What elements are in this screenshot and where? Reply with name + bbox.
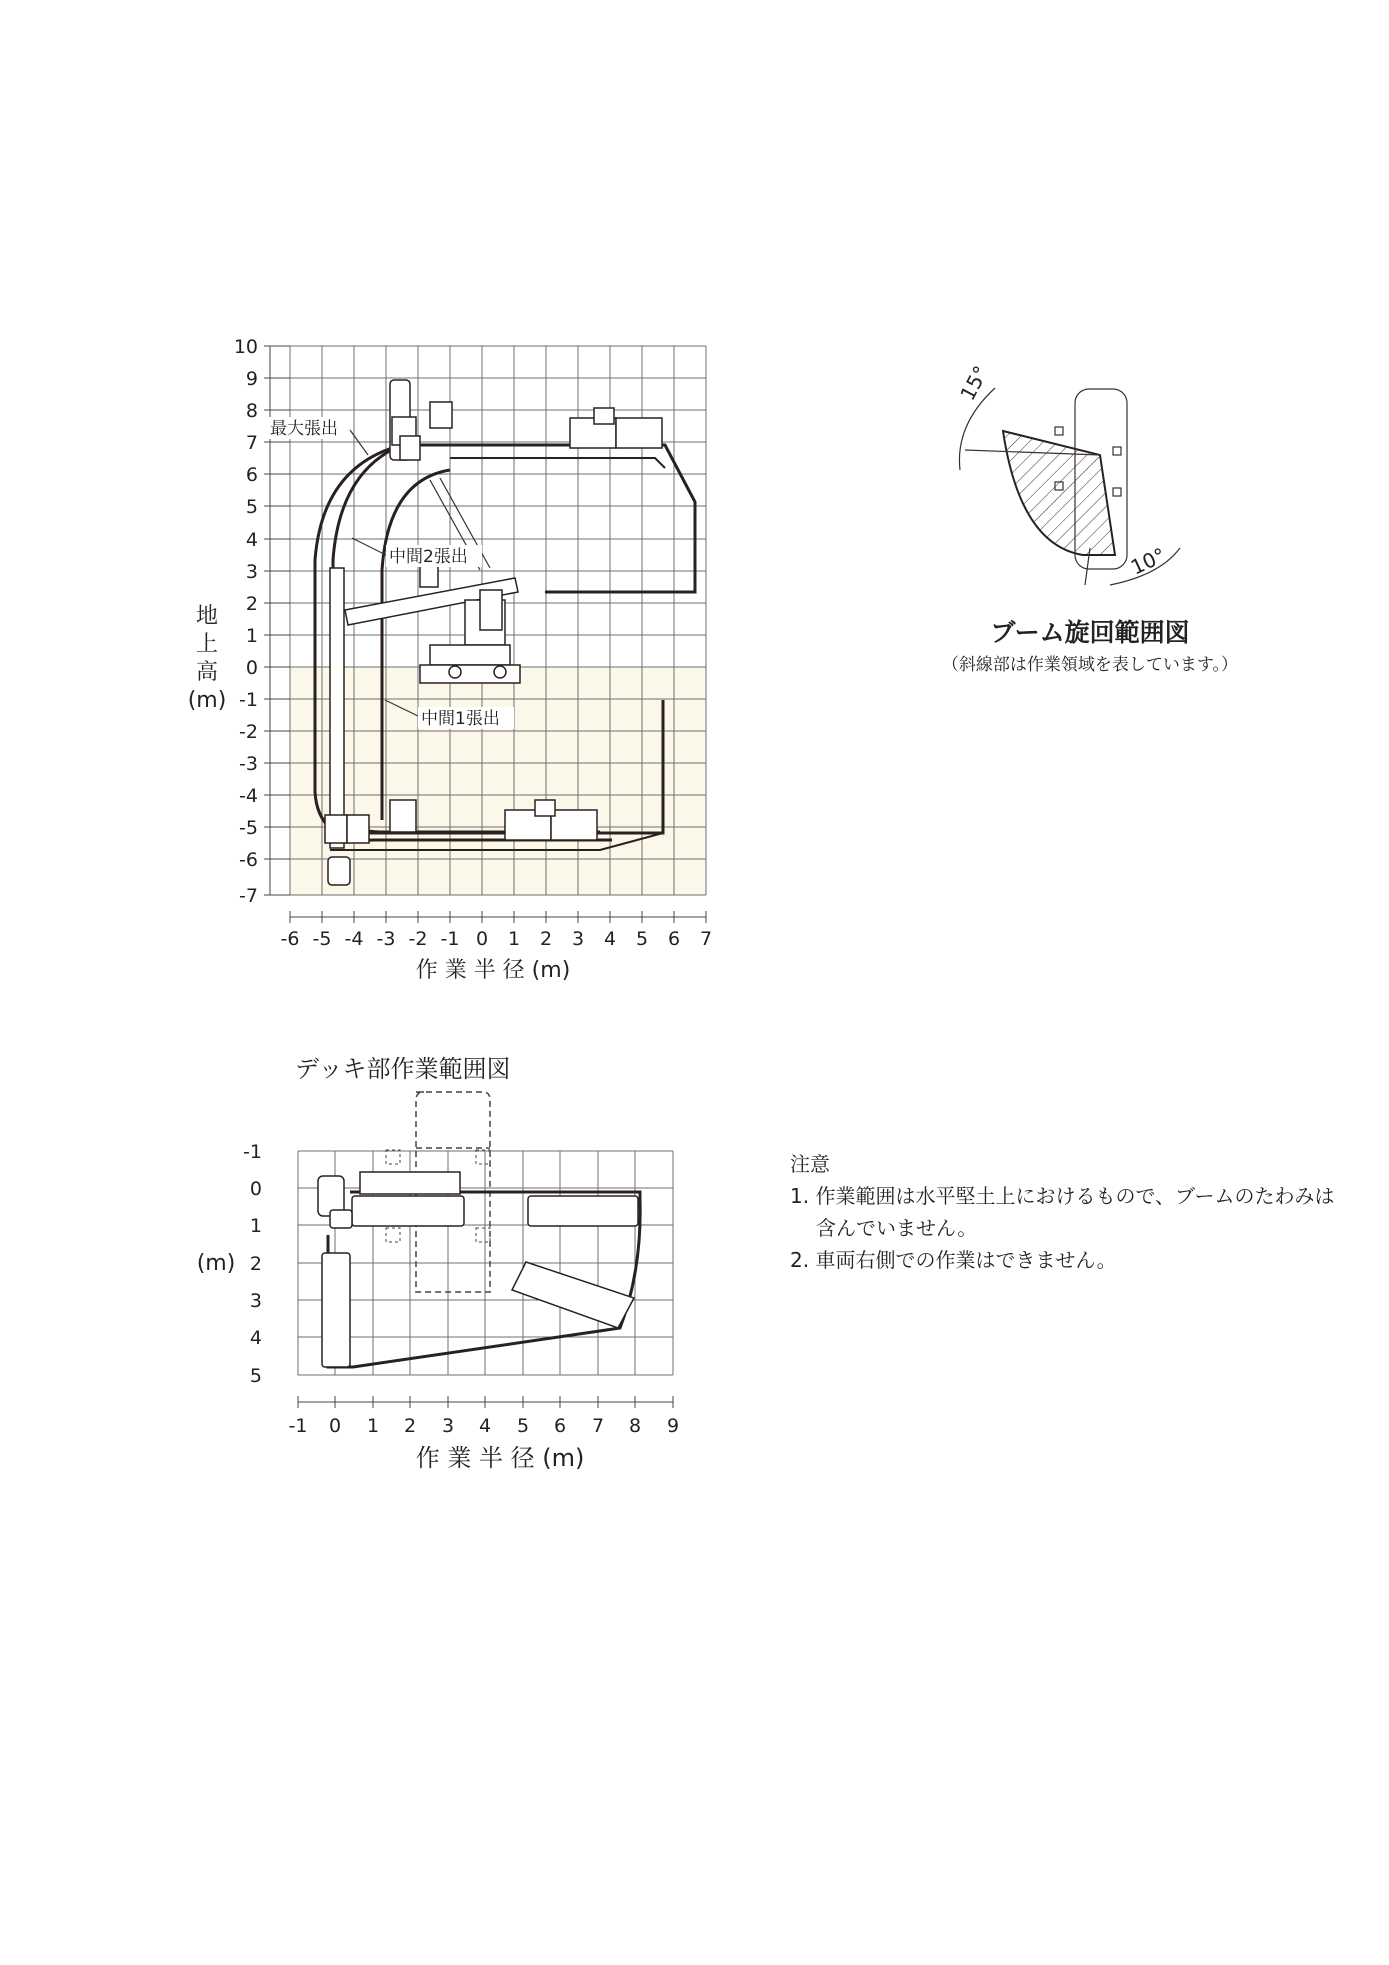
x-tick: 7 [699,928,713,950]
x-tick: 3 [571,928,585,950]
deck-platform-diagonal [512,1262,634,1328]
x-tick: -1 [440,928,460,950]
deck-x-tick: -1 [288,1415,308,1437]
note-item-2: 2. 車両右側での作業はできません。 [790,1248,1117,1272]
deck-platform-right [528,1196,638,1226]
deck-range-chart [197,1055,679,1472]
x-tick: 4 [603,928,617,950]
y-tick: 5 [245,496,258,518]
x-tick: -6 [280,928,300,950]
deck-grid [298,1151,673,1375]
notes-block [790,1148,1334,1276]
x-tick: 2 [539,928,553,950]
main-x-axis [281,911,713,983]
deck-x-tick: 2 [403,1415,417,1437]
callout-mid2-extension: 中間2張出 [389,547,468,567]
deck-y-tick: 1 [249,1215,262,1237]
deck-x-tick: 6 [553,1415,567,1437]
x-tick: 5 [635,928,649,950]
y-axis-title-char: 地 [195,604,219,629]
note-item-1: 1. 作業範囲は水平堅土上におけるもので、ブームのたわみは [790,1184,1335,1208]
x-axis-title: 作 業 半 径 (m) [415,958,571,983]
callout-max-extension: 最大張出 [270,419,338,439]
x-tick: -4 [344,928,364,950]
below-ground-area [290,667,706,895]
deck-y-unit: (m) [196,1251,236,1276]
y-tick: 7 [245,432,258,454]
deck-y-axis [197,1141,262,1387]
deck-boom-joint [330,1210,352,1228]
deck-x-tick: 8 [628,1415,642,1437]
deck-y-tick: 4 [249,1327,262,1349]
y-tick: -1 [239,689,258,711]
deck-y-tick: 2 [249,1253,262,1275]
y-tick: 6 [245,464,258,486]
top-reach-line [405,445,695,592]
note-item-1-cont: 含んでいません。 [816,1216,978,1240]
notes-heading: 注意 [790,1152,830,1176]
deck-x-tick: 5 [516,1415,530,1437]
y-tick: -5 [239,817,258,839]
swing-angle-top: 15° [955,361,994,405]
y-tick: -2 [239,721,258,743]
deck-chart-title: デッキ部作業範囲図 [295,1055,511,1083]
y-tick: 3 [245,561,258,583]
swing-hatched-area [1003,431,1115,555]
x-tick: 1 [507,928,521,950]
x-tick: 6 [667,928,681,950]
deck-x-axis-title: 作 業 半 径 (m) [415,1444,585,1472]
y-axis-title-unit: (m) [187,688,227,713]
y-axis-title-char: 高 [195,660,219,685]
y-tick: 2 [245,593,258,615]
x-tick: -3 [376,928,396,950]
x-tick: -2 [408,928,428,950]
deck-x-axis [289,1396,680,1472]
y-tick: 8 [245,400,258,422]
deck-x-tick: 1 [366,1415,380,1437]
deck-x-tick: 0 [328,1415,342,1437]
y-tick: 1 [245,625,258,647]
swing-angle-bottom: 10° [1126,542,1170,580]
deck-y-tick: 3 [249,1290,262,1312]
deck-x-tick: 7 [591,1415,605,1437]
deck-x-tick: 4 [478,1415,492,1437]
deck-platform-left [322,1253,350,1367]
callout-mid1-extension: 中間1張出 [421,709,500,729]
y-tick: -3 [239,753,258,775]
y-tick: 9 [245,368,258,390]
deck-boom-base [360,1172,460,1194]
deck-y-tick: 5 [249,1365,262,1387]
deck-x-tick: 9 [666,1415,680,1437]
deck-y-tick: -1 [243,1141,262,1163]
swing-diagram-subtitle: （斜線部は作業領域を表しています。） [941,655,1239,675]
y-tick: 10 [233,336,258,358]
deck-platform-front [352,1196,464,1226]
x-tick: -5 [312,928,332,950]
y-axis-title-char: 上 [195,632,219,657]
y-tick: -4 [239,785,258,807]
boom-swing-diagram [942,362,1238,675]
deck-y-tick: 0 [249,1178,262,1200]
y-tick: 0 [245,657,258,679]
swing-diagram-title: ブーム旋回範囲図 [990,618,1190,647]
deck-x-tick: 3 [441,1415,455,1437]
x-tick: 0 [475,928,489,950]
y-tick: -6 [239,849,258,871]
y-tick: 4 [245,529,258,551]
y-tick: -7 [239,885,258,907]
